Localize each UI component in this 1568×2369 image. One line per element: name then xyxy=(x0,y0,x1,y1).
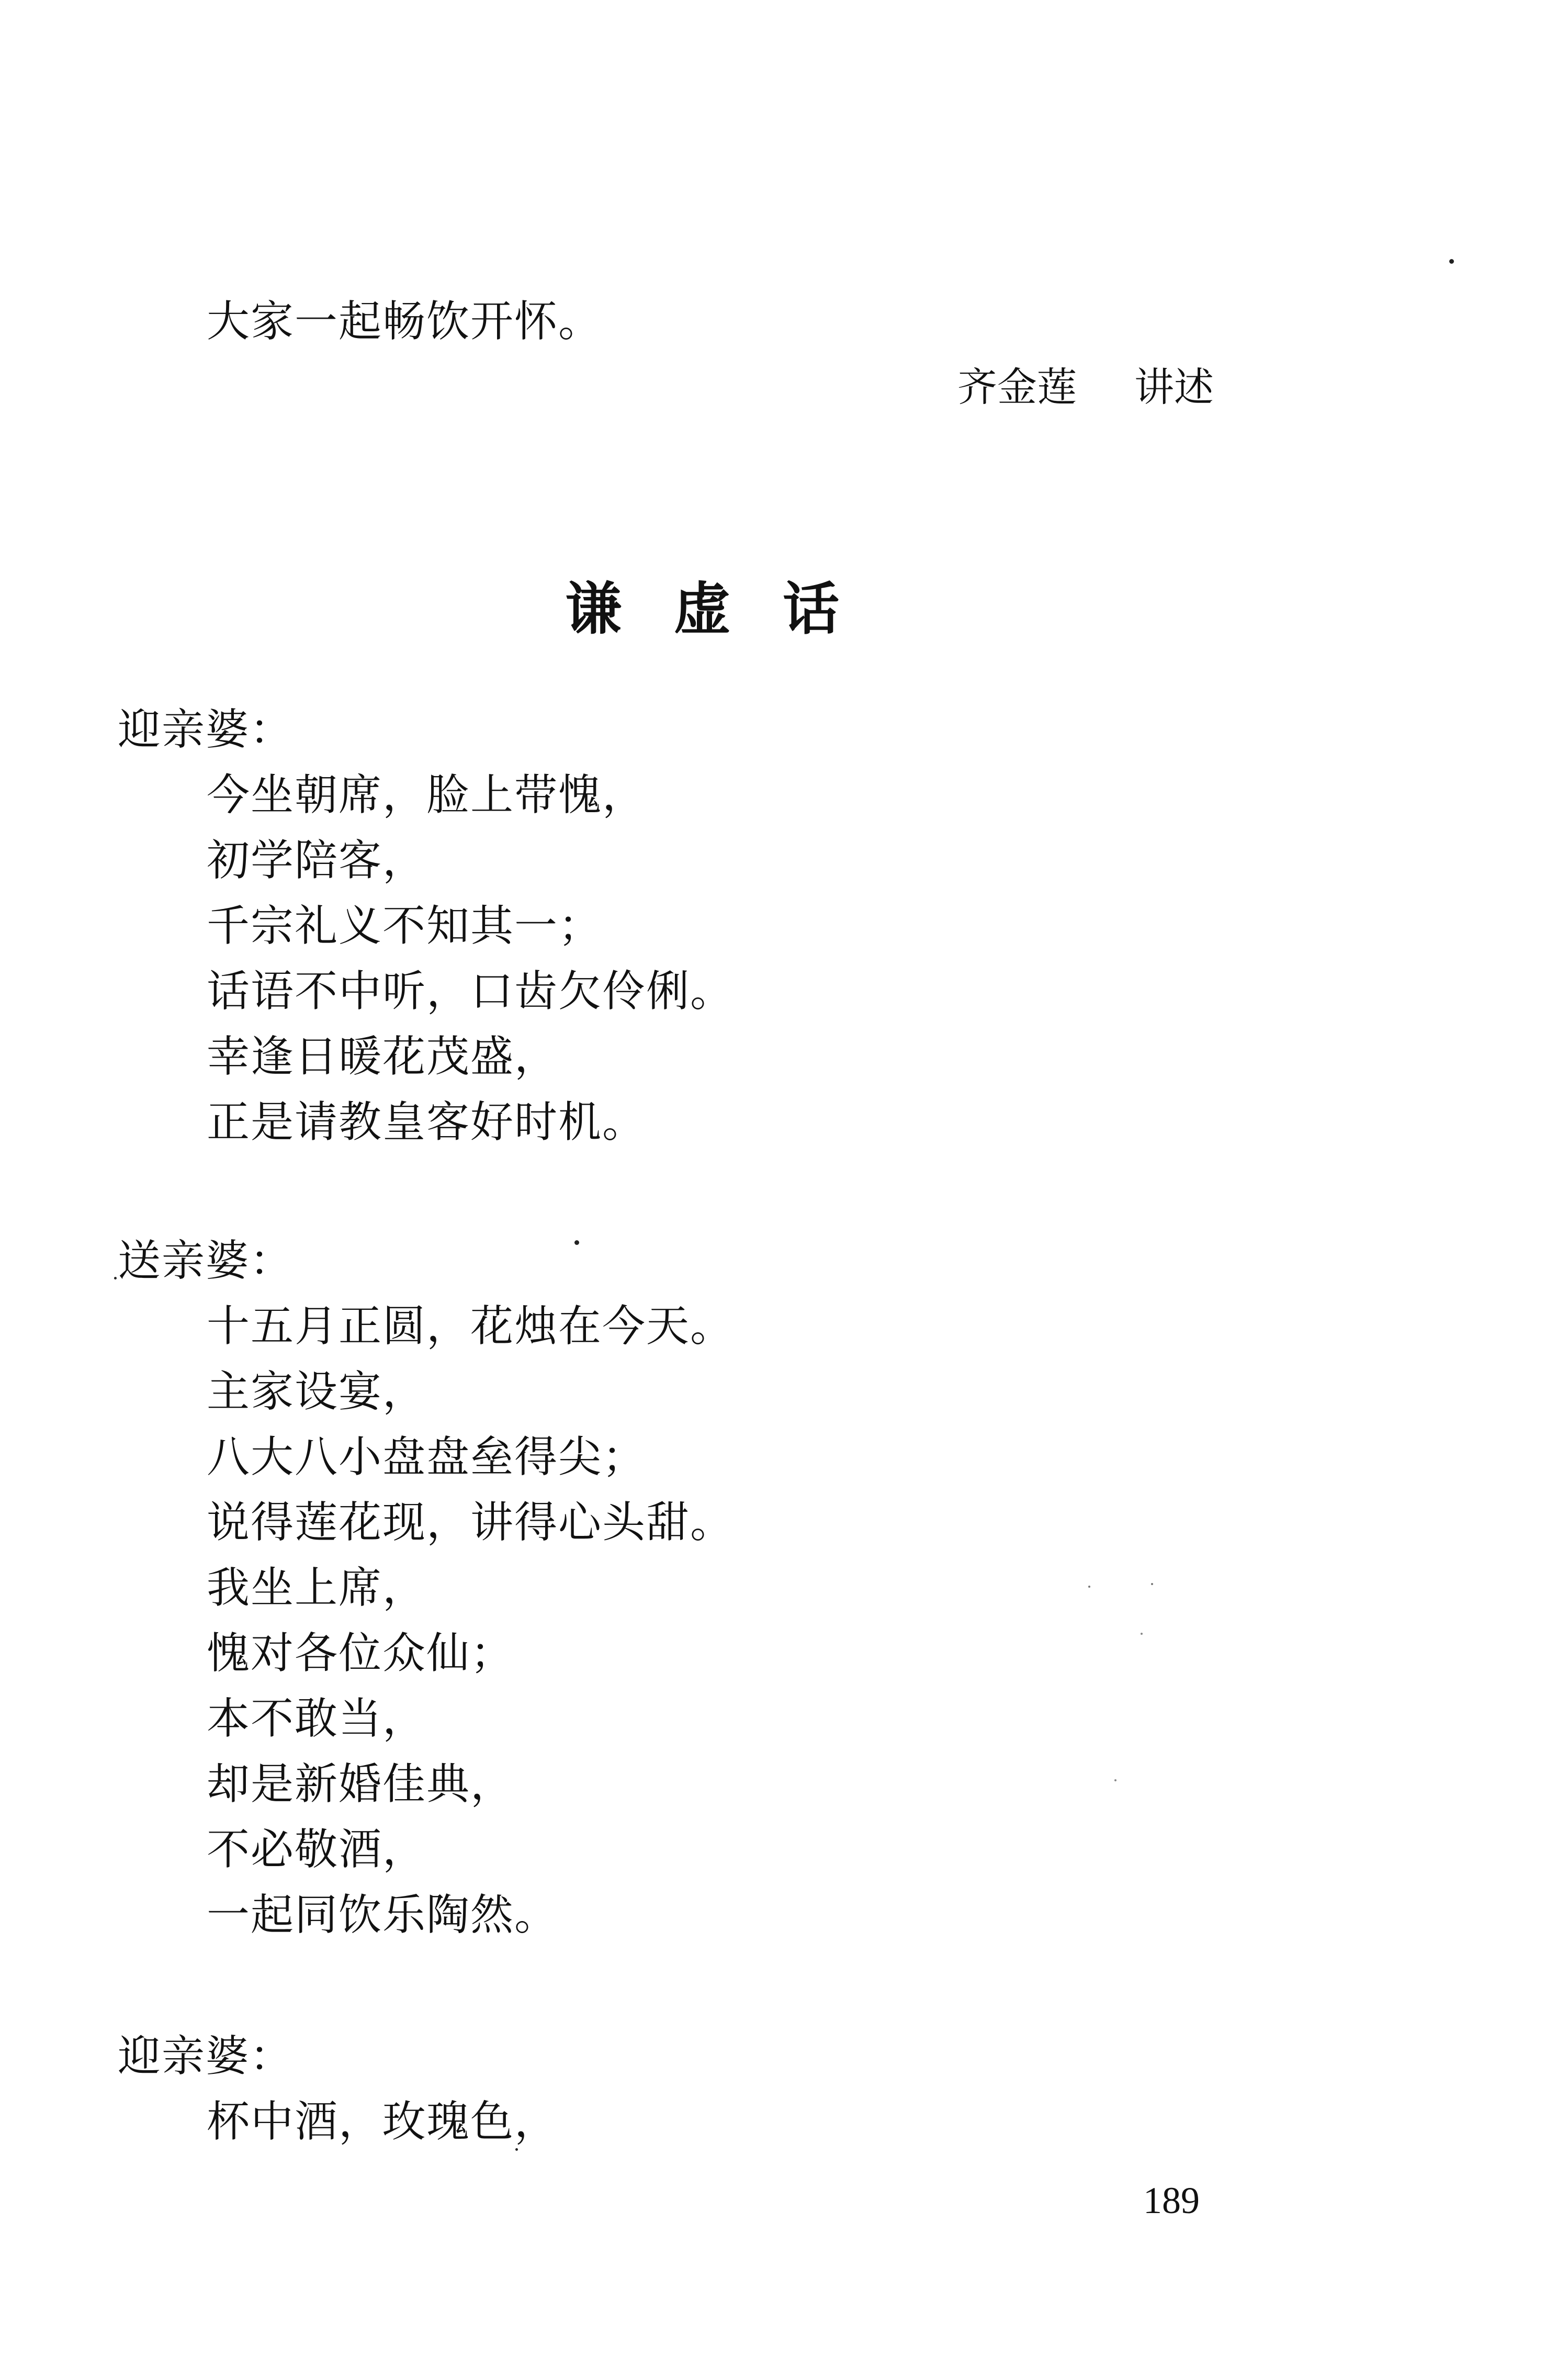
scan-speck xyxy=(574,1240,579,1245)
continuation-line: 大家一起畅饮开怀。 xyxy=(207,297,603,346)
verse-line: 话语不中听，口齿欠伶俐。 xyxy=(207,967,735,1016)
verse-line: 初学陪客， xyxy=(207,836,427,885)
scan-speck xyxy=(1151,1583,1153,1585)
verse-line: 却是新婚佳典， xyxy=(207,1759,515,1809)
verse-line: 千宗礼义不知其一； xyxy=(207,901,603,951)
verse-line: 不必敬酒， xyxy=(207,1825,427,1874)
narrator-role: 讲述 xyxy=(1134,364,1214,410)
verse-line: 主家设宴， xyxy=(207,1367,427,1417)
speaker-label: 迎亲婆： xyxy=(118,705,294,755)
verse-line: 我坐上席， xyxy=(207,1563,427,1613)
speaker-label: 迎亲婆： xyxy=(118,2031,294,2081)
verse-line: 一起同饮乐陶然。 xyxy=(207,1890,559,1940)
speaker-label: 送亲婆： xyxy=(118,1236,294,1286)
page-number: 189 xyxy=(1143,2180,1200,2221)
section-title: 谦虚话 xyxy=(565,577,892,642)
verse-line: 愧对各位众仙； xyxy=(207,1629,515,1678)
scan-speck xyxy=(114,1277,117,1279)
verse-line: 杯中酒，玫瑰色， xyxy=(207,2097,559,2147)
verse-line: 八大八小盘盘垒得尖； xyxy=(207,1432,647,1482)
scan-speck xyxy=(1449,259,1454,264)
verse-line: 本不敢当， xyxy=(207,1694,427,1744)
verse-line: 幸逢日暖花茂盛， xyxy=(207,1032,559,1082)
verse-line: 十五月正圆，花烛在今天。 xyxy=(207,1301,735,1351)
scan-speck xyxy=(1088,1586,1090,1588)
narrator-name: 齐金莲 xyxy=(957,364,1077,410)
verse-line: 今坐朝席，脸上带愧， xyxy=(207,770,647,820)
scan-speck xyxy=(515,2148,518,2151)
attribution xyxy=(957,361,1214,413)
scan-speck xyxy=(1141,1633,1143,1635)
scan-speck xyxy=(1114,1779,1116,1781)
verse-line: 正是请教皇客好时机。 xyxy=(207,1097,647,1147)
verse-line: 说得莲花现，讲得心头甜。 xyxy=(207,1498,735,1547)
